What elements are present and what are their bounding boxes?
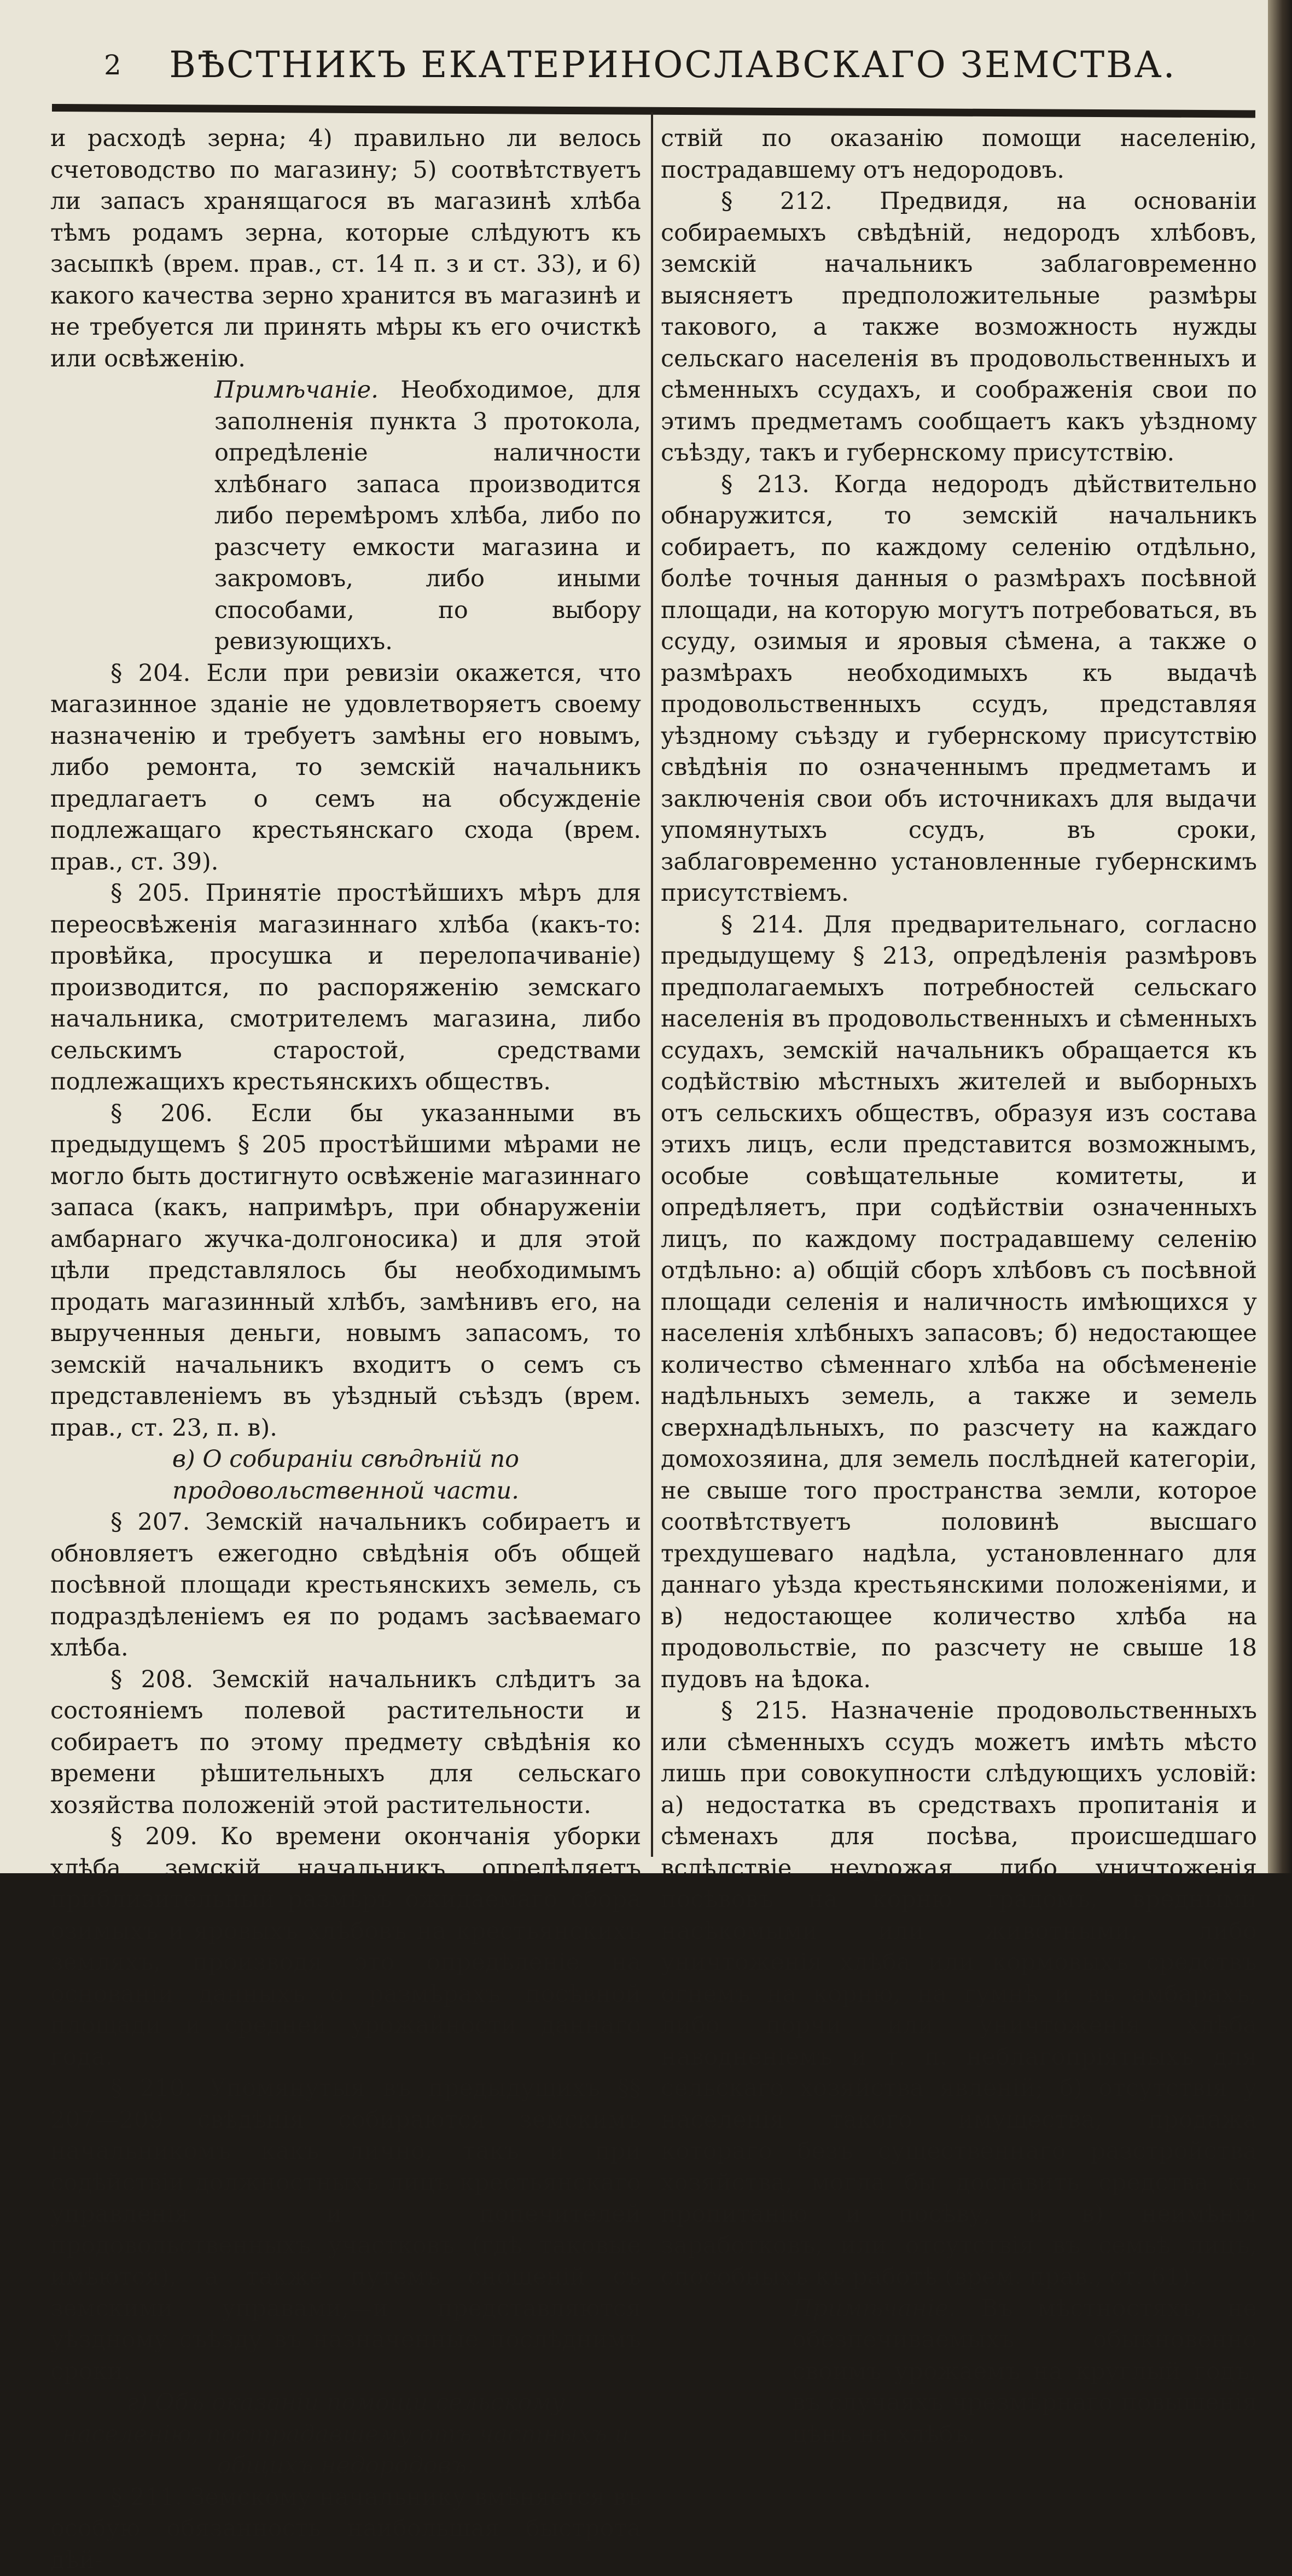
subsection-heading: в) О собираніи свѣдѣній по продовольственной части. [50, 1444, 641, 1507]
continuation-paragraph: ствій по оказанію помощи населенію, пострадавшему отъ недородовъ. [661, 123, 1257, 186]
section-paragraph: § 204. Если при ревизіи окажется, что магазинное зданіе не удовлетворяетъ своему назначенію и требуетъ замѣны его новымъ, либо ремонта, то земскій начальникъ предлагаетъ о семъ на обсужденіе подлежащаго крестьянскаго схода (врем. прав., ст. 39). [50, 658, 641, 878]
subsection-heading: г) Объ оказаніи помощи сельскому населенію, пострадавшему отъ частныхъ и общихъ недородовъ. [50, 2387, 641, 2482]
right-column [661, 123, 1257, 2450]
running-title: ВѢСТНИКЪ ЕКАТЕРИНОСЛАВСКАГО ЗЕМСТВА. [38, 44, 1242, 86]
page-number: 2 [104, 49, 121, 81]
section-paragraph: § 212. Предвидя, на основаніи собираемыхъ свѣдѣній, недородъ хлѣбовъ, земскій начальникъ заблаговременно выясняетъ предположительные размѣры такового, а также возможность нужды сельскаго населенія въ продовольственныхъ и сѣменныхъ ссудахъ, и соображенія свои по этимъ предметамъ сообщаетъ какъ уѣздному съѣзду, такъ и губернскому присутствію. [661, 186, 1257, 469]
section-paragraph: § 206. Если бы указанными въ предыдущемъ § 205 простѣйшими мѣрами не могло быть достигнуто освѣженіе магазиннаго запаса (какъ, напримѣръ, при обнаруженіи амбарнаго жучка-долгоносика) и для этой цѣли представлялось бы необходимымъ продать магазинный хлѣбъ, замѣнивъ его, на вырученныя деньги, новымъ запасомъ, то земскій начальникъ входитъ о семъ съ представленіемъ въ уѣздный съѣздъ (врем. прав., ст. 23, п. в). [50, 1098, 641, 1444]
section-paragraph: § 213. Когда недородъ дѣйствительно обнаружится, то земскій начальникъ собираетъ, по каждому селенію отдѣльно, болѣе точныя данныя о размѣрахъ посѣвной площади, на которую могутъ потребоваться, въ ссуду, озимыя и яровыя сѣмена, а также о размѣрахъ необходимыхъ къ выдачѣ продовольственныхъ ссудъ, представляя уѣздному съѣзду и губернскому присутствію свѣдѣнія по означеннымъ предметамъ и заключенія свои объ источникахъ для выдачи упомянутыхъ ссудъ, въ сроки, заблаговременно установленные губернскимъ присутствіемъ. [661, 469, 1257, 910]
page-header [38, 33, 1242, 115]
column-divider [651, 112, 653, 1857]
page-edge-shadow [1268, 0, 1292, 1873]
note-text: Необходимое, для заполненія пункта 3 протокола, опредѣленіе наличности хлѣбнаго запаса производится либо перемѣромъ хлѣба, либо по разсчету емкости магазина и закромовъ, либо иными способами, по выбору ревизующихъ. [214, 376, 641, 655]
note-paragraph [661, 2293, 1257, 2451]
section-paragraph: § 215. Назначеніе продовольственныхъ или сѣменныхъ ссудъ можетъ имѣть мѣсто лишь при совокупности слѣдующихъ условій: а) недостатка въ средствахъ пропитанія и сѣменахъ для посѣва, происшедшаго вслѣдствіе неурожая, либо уничтоженія посѣвовъ на корню градомъ, вредными насѣкомыми или животными, либо уничтоженія хлѣба или кормовыхъ средствъ огнемъ на корню, на гумнѣ и въ амбарахъ, либо порчи или уничтоженія хлѣба наводненіемъ и т. п. неблагопріятныхъ для сельскаго хозяйства явленій; б) отсутствія у населенія такого имущества, продажа котораго безъ существеннаго разстройства хозяйства, могла бы доставить средства къ пропитанію и посѣву, и в) неимѣнія заработковъ, или отсутствія въ семьѣ лицъ, способныхъ къ работѣ (врем. прав., ст. 61). [661, 1695, 1257, 2293]
continuation-paragraph: и расходѣ зерна; 4) правильно ли велось счетоводство по магазину; 5) соотвѣтствуетъ ли запасъ хранящагося въ магазинѣ хлѣба тѣмъ родамъ зерна, которые слѣдуютъ къ засыпкѣ (врем. прав., ст. 14 п. з и ст. 33), и 6) какого качества зерно хранится въ магазинѣ и не требуется ли принять мѣры къ его очисткѣ или освѣженію. [50, 123, 641, 375]
section-paragraph: § 211. Земскому начальнику вмѣняется въ особую обязанность наибольшая быстрота дѣй- [50, 2482, 641, 2576]
section-paragraph: § 214. Для предварительнаго, согласно предыдущему § 213, опредѣленія размѣровъ предполагаемыхъ потребностей сельскаго населенія въ продовольственныхъ и сѣменныхъ ссудахъ, земскій начальникъ обращается къ содѣйствію мѣстныхъ жителей и выборныхъ отъ сельскихъ обществъ, образуя изъ состава этихъ лицъ, если представится возможнымъ, особые совѣщательные комитеты, и опредѣляетъ, при содѣйствіи означенныхъ лицъ, по каждому пострадавшему селенію отдѣльно: а) общій сборъ хлѣбовъ съ посѣвной площади селенія и наличность имѣющихся у населенія хлѣбныхъ запасовъ; б) недостающее количество сѣменнаго хлѣба на обсѣмененіе надѣльныхъ земель, а также и земель сверхнадѣльныхъ, по разсчету на каждаго домохозяина, для земель послѣдней категоріи, не свыше того пространства земли, которое соотвѣтствуетъ половинѣ высшаго трехдушеваго надѣла, установленнаго для даннаго уѣзда крестьянскими положеніями, и в) недостающее количество хлѣба на продовольствіе, по разсчету не свыше 18 пудовъ на ѣдока. [661, 910, 1257, 1696]
section-paragraph: § 207. Земскій начальникъ собираетъ и обновляетъ ежегодно свѣдѣнія объ общей посѣвной площади крестьянскихъ земель, съ подраздѣленіемъ ея по родамъ засѣваемаго хлѣба. [50, 1507, 641, 1664]
section-paragraph: § 208. Земскій начальникъ слѣдитъ за состояніемъ полевой растительности и собираетъ по этому предмету свѣдѣнія ко времени рѣшительныхъ для сельскаго хозяйства положеній этой растительности. [50, 1664, 641, 1822]
section-paragraph: § 205. Принятіе простѣйшихъ мѣръ для переосвѣженія магазиннаго хлѣба (какъ-то: провѣйка, просушка и перелопачиваніе) производится, по распоряженію земскаго начальника, смотрителемъ магазина, либо сельскимъ старостой, средствами подлежащихъ крестьянскихъ обществъ. [50, 878, 641, 1098]
left-column [50, 123, 641, 2576]
note-label: Примѣчаніе. [214, 376, 379, 404]
section-paragraph: § 209. Ко времени окончанія уборки хлѣба, земскій начальникъ опредѣляетъ приблизительный размѣръ ожидаемаго сбора озимыхъ и яровыхъ хлѣбовъ на крестьянскихъ земляхъ, производя это опредѣленіе на основаніи данныхъ о размѣрахъ посѣвной площади и средней урожайности даннаго года. [50, 1821, 641, 2073]
note-paragraph [50, 375, 641, 658]
section-paragraph: § 210. Упомянутыя въ предыдущихъ §§ 207—209 свѣдѣнія собираются земскимъ начальникомъ какъ лично, такъ и при содѣйствіи должностныхъ лицъ крестьянскаго управленія и попечителей продовольственныхъ участковъ (гдѣ таковые имѣются), а также путемъ сношеній съ земскими управами,—и представляются уѣздному съѣзду въ назначенные послѣднимъ сроки. [50, 2073, 641, 2387]
note-label: Примѣчаніе. [792, 2295, 956, 2322]
note-text: Въ мѣстностяхъ, не обезпечиваемыхъ обыкновенно своимъ урожаемъ на круглый годъ, въ случаяхъ чрезмѣрнаго повышенія цѣнъ на хлѣбъ, [792, 2295, 1257, 2448]
